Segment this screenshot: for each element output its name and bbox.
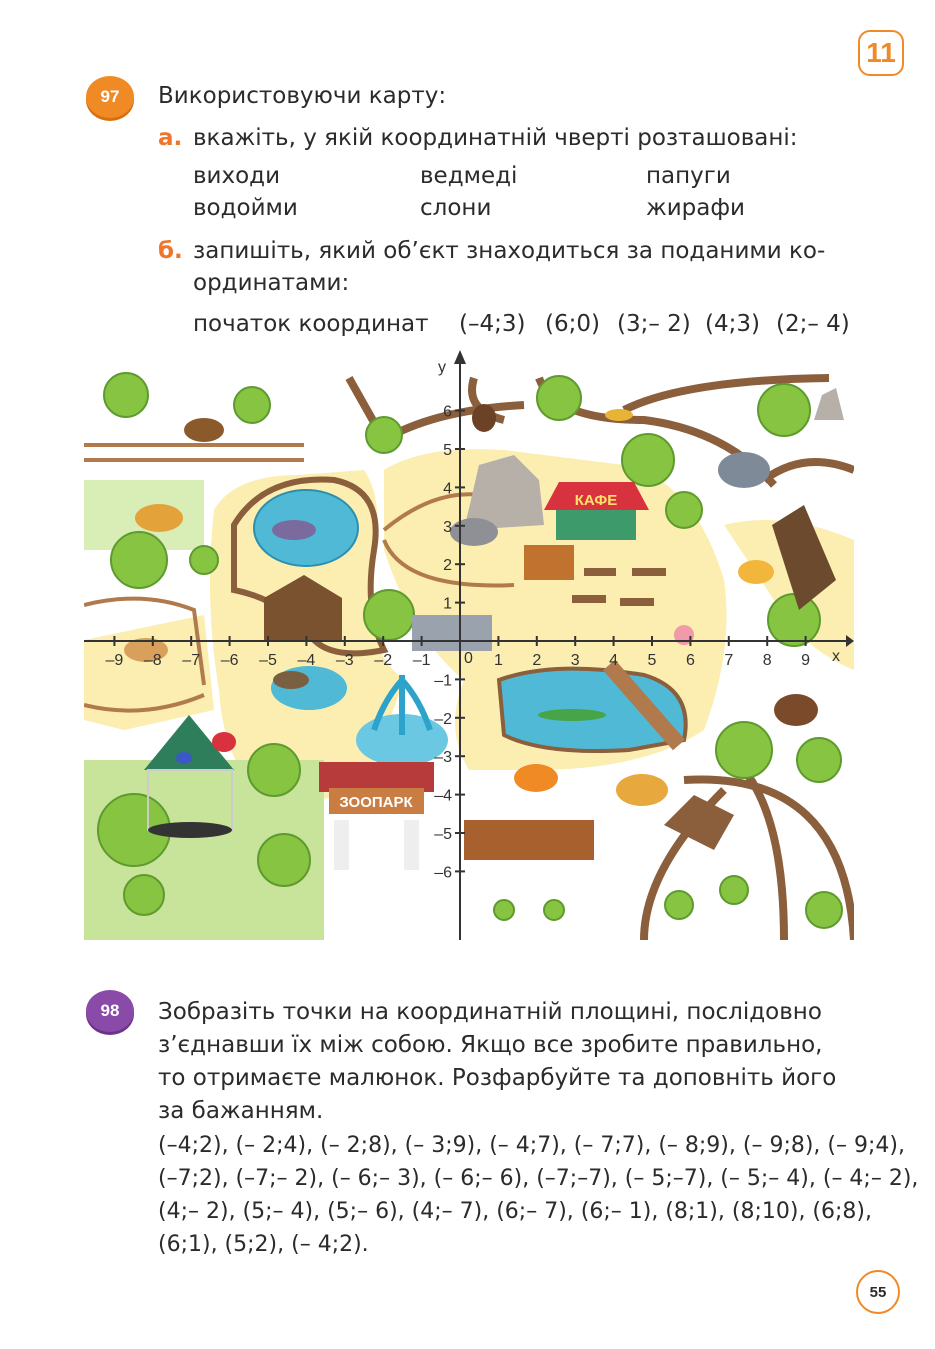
x-tick-label: 4 [609,652,619,669]
task-97-intro: Використовуючи карту: [158,83,447,109]
x-axis-label: x [832,648,840,665]
item-ponds: водойми [193,195,298,221]
y-tick-label: 2 [443,557,452,575]
coord-item: (6;0) [545,311,600,337]
part-b-line2: ординатами: [193,270,350,296]
x-tick-label: 9 [801,652,811,669]
cafe-building [544,482,649,540]
part-b-line1: запишіть, який об’єкт знаходиться за поданими ко- [193,238,826,264]
x-tick-label: 8 [762,652,772,669]
task-97-badge: 97 [86,76,134,118]
points-line: (6;1), (5;2), (– 4;2). [158,1232,369,1257]
item-parrots: папуги [646,163,731,189]
x-tick-label: –6 [220,652,239,669]
x-tick-label: 1 [493,652,503,669]
part-b-letter: б. [158,238,183,264]
y-tick-label: –4 [434,787,452,805]
x-tick-label: –7 [182,652,201,669]
gate-building [412,615,492,651]
page-number: 55 [856,1270,900,1314]
y-tick-label: –3 [434,749,452,767]
y-tick-label: –6 [434,864,452,882]
y-tick-label: –1 [434,672,452,690]
x-tick-label: –5 [259,652,277,669]
cafe-sign: КАФЕ [574,492,618,509]
x-tick-label: –4 [297,652,316,669]
unit-number-badge: 11 [858,30,904,76]
x-tick-label: 5 [647,652,657,669]
x-tick-label: 6 [685,652,695,669]
task-98-badge: 98 [86,990,134,1032]
coord-item: (–4;3) [459,311,526,337]
coord-item: (3;– 2) [617,311,691,337]
part-a-text: вкажіть, у якій координатній чверті розташовані: [193,125,798,151]
x-tick-label: –3 [335,652,354,669]
task-98-line: Зобразіть точки на координатній площині, послідовно [158,999,822,1025]
x-tick-label: 7 [724,652,734,669]
points-line: (–7;2), (–7;– 2), (– 6;– 3), (– 6;– 6), (–7;–7), (– 5;–7), (– 5;– 4), (– 4;– 2), [158,1166,919,1191]
part-a-letter: а. [158,125,183,151]
item-bears: ведмеді [420,163,518,189]
item-elephants: слони [420,195,492,221]
x-tick-label: –8 [143,652,162,669]
y-axis-arrow [454,350,466,364]
y-axis-label: y [438,359,446,376]
task-98-line: за бажанням. [158,1098,324,1124]
coord-origin: початок координат [193,311,429,337]
x-tick-label: 2 [532,652,542,669]
x-tick-label: –2 [374,652,393,669]
y-tick-label: 4 [443,480,452,498]
task-98-line: з’єднавши їх між собою. Якщо все зробите правильно, [158,1032,823,1058]
zoo-sign: ЗООПАРК [339,794,413,811]
zoo-map [84,350,854,940]
x-tick-label: –9 [105,652,124,669]
x-tick-label: 3 [570,652,580,669]
coord-item: (4;3) [705,311,760,337]
y-tick-label: –2 [434,710,452,728]
item-exits: виходи [193,163,281,189]
y-tick-label: –5 [434,826,452,843]
y-tick-label: 5 [443,442,452,459]
item-giraffes: жирафи [646,195,745,221]
x-tick-label: –1 [412,652,431,669]
y-tick-label: 3 [443,518,452,536]
y-tick-label: 6 [443,403,452,421]
task-98-line: то отримаєте малюнок. Розфарбуйте та доповніть його [158,1065,837,1091]
y-tick-label: 1 [443,595,452,613]
points-line: (4;– 2), (5;– 4), (5;– 6), (4;– 7), (6;– 7), (6;– 1), (8;1), (8;10), (6;8), [158,1199,872,1224]
kiosk [524,545,574,580]
coord-item: (2;– 4) [776,311,850,337]
stable-building [464,820,594,860]
origin-label: 0 [464,650,473,667]
points-line: (–4;2), (– 2;4), (– 2;8), (– 3;9), (– 4;7), (– 7;7), (– 8;9), (– 9;8), (– 9;4), [158,1133,905,1158]
